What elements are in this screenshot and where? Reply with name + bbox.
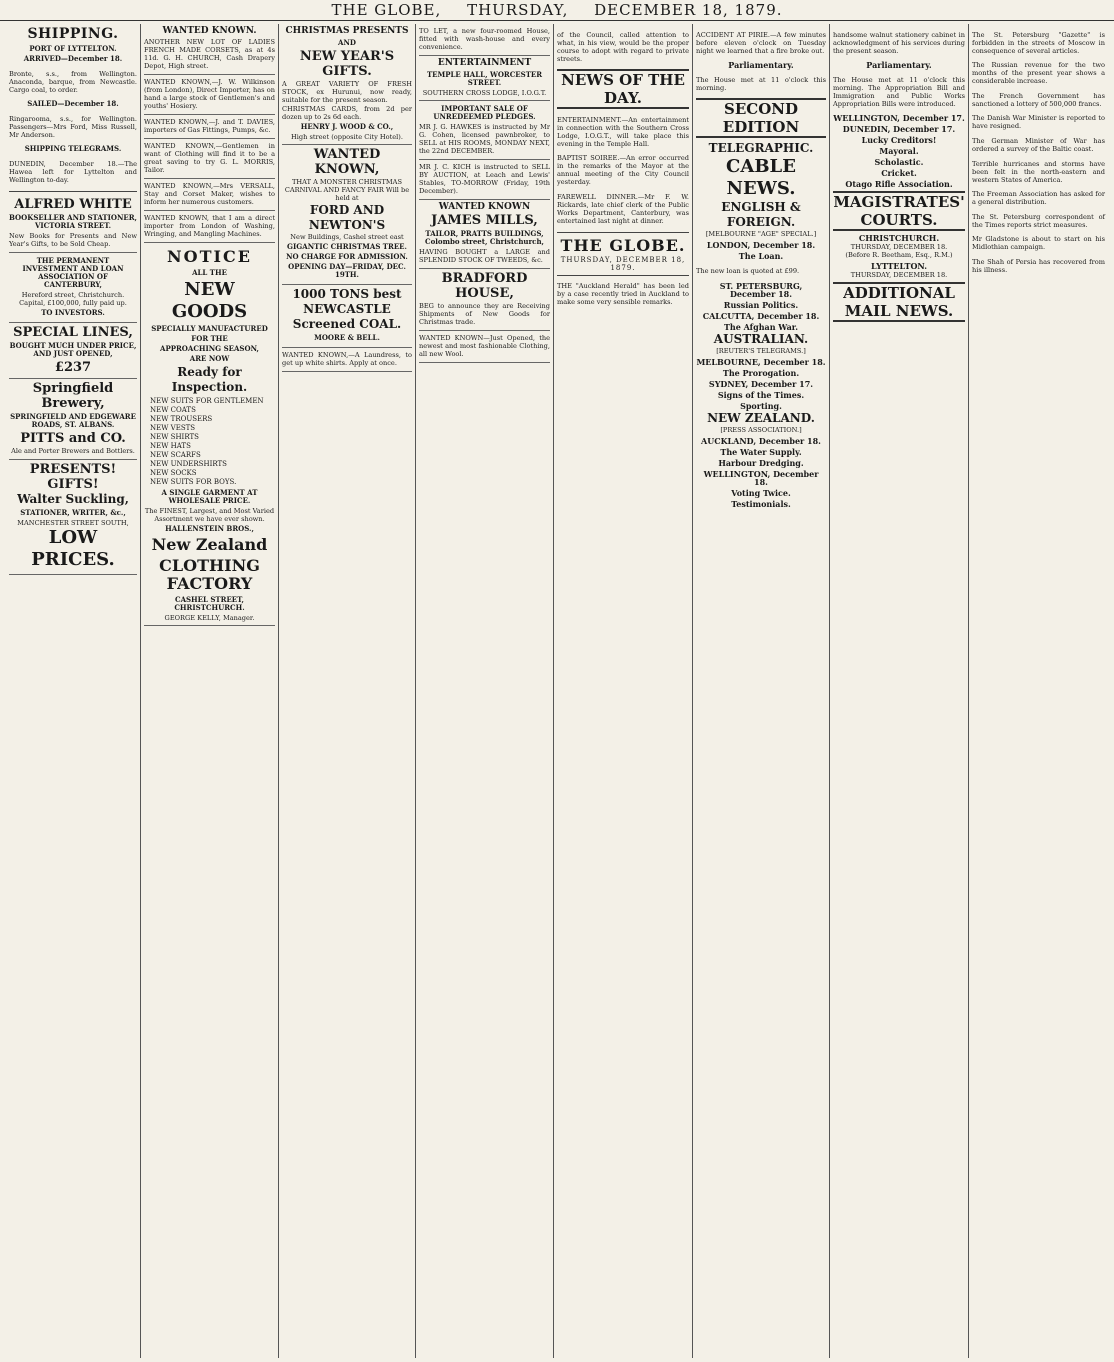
chch-heading: CHRISTCHURCH. <box>858 233 940 244</box>
clothing-ad <box>419 331 550 363</box>
lucky-heading: Lucky Creditors! <box>861 135 937 146</box>
nz-heading: NEW ZEALAND. <box>707 410 815 425</box>
bradford-text: BEG to announce they are Receiving Shipments of New Goods for Christmas trade. <box>419 302 550 326</box>
goods-list <box>144 397 275 487</box>
carnival-ford: FORD AND NEWTON'S <box>308 203 386 232</box>
alfred-white-ad <box>9 195 137 253</box>
bradford-title: BRADFORD HOUSE, <box>441 271 528 301</box>
column-7 <box>830 24 969 1358</box>
presents-title: PRESENTS! GIFTS! <box>29 461 117 492</box>
permanent-sub: Hereford street, Christchurch. <box>21 290 125 299</box>
to-let-text: TO LET, a new four-roomed House, fitted with wash-house and every convenience. <box>419 27 550 51</box>
xmas-and: AND <box>338 38 356 47</box>
loan-text: The new loan is quoted at £99. <box>696 266 800 275</box>
water-heading: The Water Supply. <box>720 446 802 457</box>
news-para-3: FAREWELL DINNER.—Mr F. W. Rickards, late chief clerk of the Public Works Department, Canterbury, was entertained last night at dinner. <box>557 192 689 225</box>
laundress-text: WANTED KNOWN,—A Laundress, to get up white shirts. Apply at once. <box>282 351 412 367</box>
column-6 <box>693 24 830 1358</box>
wanted-text-3: WANTED KNOWN,—J. and T. DAVIES, importers of Gas Fittings, Pumps, &c. <box>144 118 275 134</box>
testimonials-heading: Testimonials. <box>731 498 791 509</box>
wanted-text-6: WANTED KNOWN, that I am a direct importer from London of Washing, Wringing, and Mangling Machines. <box>144 214 275 238</box>
nz-title: New Zealand <box>151 535 268 554</box>
pitts-title: PITTS and CO. <box>20 430 126 446</box>
magistrates-heading: MAGISTRATES' COURTS. <box>833 193 965 230</box>
arrived-text: Bronte, s.s., from Wellington. Anaconda, barque, from Newcastle. Cargo coal, to order. <box>9 69 137 94</box>
prorogation-heading: The Prorogation. <box>722 367 800 378</box>
mayoral-heading: Mayoral. <box>879 146 919 157</box>
carnival-opening: OPENING DAY—FRIDAY, DEC. 19TH. <box>288 262 406 279</box>
xmas-title: CHRISTMAS PRESENTS <box>285 26 409 36</box>
goods-item: NEW HATS <box>150 442 191 450</box>
wanted-ad-6 <box>144 211 275 243</box>
mills-tailor: TAILOR, PRATTS BUILDINGS, Colombo street, Christchurch, <box>425 229 544 246</box>
permanent-ad <box>9 253 137 323</box>
foreign-para-4: The Danish War Minister is reported to have resigned. <box>972 114 1105 131</box>
foreign-para-2: The Russian revenue for the two months of the present year shows a considerable increase. <box>972 61 1105 86</box>
for-the-line: FOR THE <box>191 334 228 343</box>
springfield-sub: SPRINGFIELD AND EDGEWARE ROADS, ST. ALBANS. <box>10 411 136 429</box>
foreign-para-8: The St. Petersburg correspondent of the Times reports strict measures. <box>972 212 1105 229</box>
parl-heading-2: Parliamentary. <box>866 60 932 71</box>
column-3 <box>279 24 416 1358</box>
wood-name: HENRY J. WOOD & CO., <box>300 122 394 131</box>
factory-title: CLOTHING FACTORY <box>159 556 260 593</box>
parl-text-2: The House met at 11 o'clock this morning. The Appropriation Bill and Immigration and Public Works Appropriation Bills were introduced. <box>833 75 965 108</box>
wood-addr: High street (opposite City Hotel). <box>291 133 403 141</box>
signs-heading: Signs of the Times. <box>717 389 805 400</box>
sydney-dateline: SYDNEY, December 17. <box>708 378 814 389</box>
shipping-heading: SHIPPING. <box>27 26 119 42</box>
lodge-name: SOUTHERN CROSS LODGE, I.O.G.T. <box>422 89 547 97</box>
press-tag: [PRESS ASSOCIATION.] <box>720 425 802 434</box>
sporting-heading: Sporting. <box>740 400 782 411</box>
manager-line: GEORGE KELLY, Manager. <box>164 614 255 622</box>
special-lines-sub: BOUGHT MUCH UNDER PRICE, AND JUST OPENED, <box>9 340 137 358</box>
alfred-white-text: New Books for Presents and New Year's Gifts, to be Sold Cheap. <box>9 231 137 248</box>
coal-title: 1000 TONS best NEWCASTLE Screened COAL. <box>292 287 402 331</box>
auction-text: MR J. C. KICH is instructed to SELL BY AUCTION, at Leach and Lewis' Stables, TO-MORROW (Friday, 19th December). <box>419 163 550 195</box>
investors-heading: TO INVESTORS. <box>41 307 105 317</box>
cashel-line: CASHEL STREET, CHRISTCHURCH. <box>174 595 245 612</box>
leader-para: THE "Auckland Herald" has been led by a case recently tried in Auckland to make some very sensible remarks. <box>557 282 689 307</box>
mills-having: HAVING BOUGHT a LARGE and SPLENDID STOCK OF TWEEDS, &c. <box>419 248 550 264</box>
carnival-nocharge: NO CHARGE FOR ADMISSION. <box>286 252 408 261</box>
foreign-para-3: The French Government has sanctioned a lottery of 500,000 francs. <box>972 91 1105 108</box>
scholastic-heading: Scholastic. <box>874 157 924 168</box>
entertainment-title: ENTERTAINMENT <box>437 58 532 68</box>
xmas-great: A GREAT VARIETY OF FRESH STOCK, ex Hurunui, now ready, suitable for the present season. <box>282 80 412 104</box>
otago-heading: Otago Rifle Association. <box>845 179 953 190</box>
pledges-ad <box>419 101 550 160</box>
wanted-text-5: WANTED KNOWN,—Mrs VERSALL, Stay and Corset Maker, wishes to inform her numerous customers. <box>144 182 275 206</box>
mills-name: JAMES MILLS, <box>431 213 538 228</box>
bradford-ad <box>419 269 550 331</box>
special-lines-title: SPECIAL LINES, <box>13 324 133 340</box>
accident-para: ACCIDENT AT PIRIE.—A few minutes before eleven o'clock on Tuesday night we learned that a fire broke out. <box>696 30 826 55</box>
london-dateline: LONDON, December 18. <box>706 240 816 251</box>
lyttelton-heading: LYTTELTON. <box>870 261 928 272</box>
melbourne-dateline: MELBOURNE, December 18. <box>696 356 826 367</box>
corsets-text: ANOTHER NEW LOT OF LADIES FRENCH MADE CORSETS, as at 4s 11d. G. H. CHURCH, Cash Drapery Depot, High street. <box>144 38 275 70</box>
wholesale-line: A SINGLE GARMENT AT WHOLESALE PRICE. <box>161 488 258 505</box>
divider <box>9 191 137 192</box>
afghan-heading: The Afghan War. <box>723 321 799 332</box>
pitts-text: Ale and Porter Brewers and Bottlers. <box>11 446 135 455</box>
stpeter-dateline: ST. PETERSBURG, December 18. <box>719 280 803 299</box>
ready-title: Ready for Inspection. <box>171 365 248 394</box>
globe-title: THE GLOBE. <box>560 235 686 255</box>
walter-sub: STATIONER, WRITER, &c., <box>20 507 126 517</box>
news-of-the-day: NEWS OF THE DAY. <box>557 69 689 109</box>
calcutta-dateline: CALCUTTA, December 18. <box>702 310 820 321</box>
pledges-text: MR J. G. HAWKES is instructed by Mr G. Cohen, licensed pawnbroker, to SELL at HIS ROOMS, MONDAY NEXT, the 22nd DECEMBER. <box>419 123 550 155</box>
pledges-title: IMPORTANT SALE OF UNREDEEMED PLEDGES. <box>433 104 536 121</box>
special-lines-price: £237 <box>54 359 92 375</box>
column-1 <box>6 24 141 1358</box>
coal-ad <box>282 285 412 348</box>
voting-heading: Voting Twice. <box>731 487 791 498</box>
low-prices: LOW PRICES. <box>31 526 115 570</box>
wanted-ad-2 <box>144 75 275 115</box>
goods-item: NEW UNDERSHIRTS <box>150 460 227 468</box>
before-line: (Before R. Beetham, Esq., R.M.) <box>845 251 953 260</box>
walter-addr: MANCHESTER STREET SOUTH, <box>17 518 129 527</box>
dunedin-dateline: DUNEDIN, December 17. <box>842 124 956 135</box>
wanted-ad-5 <box>144 179 275 211</box>
wellington-dateline-2: WELLINGTON, December 17. <box>833 113 965 124</box>
column-4 <box>416 24 554 1358</box>
foreign-para-1: The St. Petersburg "Gazette" is forbidden in the streets of Moscow in consequence of several articles. <box>972 30 1105 55</box>
wanted-text-4: WANTED KNOWN,—Gentlemen in want of Clothing will find it to be a great saving to try G. L. MORRIS, Tailor. <box>144 142 275 174</box>
reuters-tag: [REUTER'S TELEGRAMS.] <box>716 346 806 355</box>
goods-item: NEW SUITS FOR BOYS. <box>150 478 237 486</box>
russian-heading: Russian Politics. <box>723 299 799 310</box>
melbourne-age: [MELBOURNE "AGE" SPECIAL.] <box>705 230 817 239</box>
lyttelton-date: THURSDAY, DECEMBER 18. <box>850 271 948 280</box>
foreign-para-6: Terrible hurricanes and storms have been felt in the north-eastern and western States of America. <box>972 159 1105 184</box>
telegraphic-heading: TELEGRAPHIC. <box>708 141 814 156</box>
newyear-title: NEW YEAR'S GIFTS. <box>299 49 395 79</box>
parliamentary-heading: Parliamentary. <box>728 60 794 71</box>
columns <box>6 24 1108 1358</box>
notice-title: NOTICE <box>167 247 252 266</box>
alfred-white-name: ALFRED WHITE <box>14 196 132 212</box>
masthead-date: DECEMBER 18, 1879. <box>594 1 783 19</box>
sailed-text: Ringarooma, s.s., for Wellington. Passengers—Mrs Ford, Miss Russell, Mr Anderson. <box>9 114 137 139</box>
council-para: of the Council, called attention to what, in his view, would be the proper course to adopt with regard to private streets. <box>557 30 689 63</box>
goods-item: NEW SOCKS <box>150 469 197 477</box>
wellington-dateline: WELLINGTON, December 18. <box>703 468 819 487</box>
carnival-ad <box>282 145 412 285</box>
cabinet-para: handsome walnut stationery cabinet in acknowledgment of his services during the present season. <box>833 30 965 55</box>
coal-seller: MOORE & BELL. <box>314 333 380 342</box>
globe-date: THURSDAY, DECEMBER 18, 1879. <box>560 255 686 272</box>
loan-heading: The Loan. <box>738 251 784 262</box>
column-8 <box>969 24 1108 1358</box>
goods-item: NEW SUITS FOR GENTLEMEN <box>150 397 264 405</box>
foreign-para-5: The German Minister of War has ordered a survey of the Baltic coast. <box>972 136 1105 153</box>
foreign-para-10: The Shah of Persia has recovered from his illness. <box>972 257 1105 274</box>
cricket-heading: Cricket. <box>881 168 917 179</box>
port-heading: PORT OF LYTTELTON. <box>29 44 117 53</box>
special-lines-ad <box>9 323 137 379</box>
springfield-ad <box>9 379 137 460</box>
wanted-ad-4 <box>144 139 275 179</box>
sailed-heading: SAILED—December 18. <box>27 99 119 109</box>
goods-item: NEW SHIRTS <box>150 433 199 441</box>
telegrams-heading: SHIPPING TELEGRAMS. <box>24 144 122 154</box>
presents-ad <box>9 460 137 575</box>
alfred-white-sub: BOOKSELLER AND STATIONER, VICTORIA STREET. <box>9 212 137 230</box>
goods-item: NEW TROUSERS <box>150 415 213 423</box>
column-2 <box>141 24 279 1358</box>
temple-hall: TEMPLE HALL, WORCESTER STREET. <box>426 70 543 87</box>
news-para-1: ENTERTAINMENT.—An entertainment in connection with the Southern Cross Lodge, I.O.G.T., will take place this evening in the Temple Hall. <box>557 115 689 148</box>
wanted-ad-3 <box>144 115 275 139</box>
wanted-text-2: WANTED KNOWN,—J. W. Wilkinson (from London), Direct Importer, has on hand a large stock of Gentlemen's and youths' Hosiery. <box>144 78 275 110</box>
second-edition: SECOND EDITION <box>696 98 826 138</box>
telegrams-text: DUNEDIN, December 18.—The Hawea left for Lyttelton and Wellington to-day. <box>9 159 137 184</box>
laundress-ad <box>282 348 412 372</box>
foreign-para-9: Mr Gladstone is about to start on his Midlothian campaign. <box>972 235 1105 252</box>
finest-line: The FINEST, Largest, and Most Varied Assortment we have ever shown. <box>144 507 275 523</box>
to-let-ad <box>419 24 550 56</box>
walter-name: Walter Suckling, <box>17 491 129 506</box>
approaching-line: APPROACHING SEASON, <box>160 344 259 353</box>
masthead-title: THE GLOBE, <box>331 1 442 19</box>
mills-wanted: WANTED KNOWN <box>438 202 531 212</box>
carnival-ford-sub: New Buildings, Cashel street east <box>290 233 404 241</box>
springfield-title: Springfield Brewery, <box>32 380 114 411</box>
harbour-heading: Harbour Dredging. <box>718 457 804 468</box>
hallenstein-ad <box>144 243 275 626</box>
permanent-title: THE PERMANENT INVESTMENT AND LOAN ASSOCIATION OF CANTERBURY, <box>22 255 124 289</box>
wanted-known-ad <box>144 24 275 75</box>
parliamentary-text: The House met at 11 o'clock this morning. <box>696 75 826 92</box>
mail-news-heading: ADDITIONAL MAIL NEWS. <box>833 282 965 322</box>
auction-ad <box>419 160 550 200</box>
specially-line: SPECIALLY MANUFACTURED <box>151 324 268 333</box>
clothing-text: WANTED KNOWN—Just Opened, the newest and most fashionable Clothing, all new Wool. <box>419 334 550 358</box>
masthead <box>0 0 1114 21</box>
are-now-line: ARE NOW <box>189 354 230 363</box>
all-the: ALL THE <box>192 268 227 277</box>
carnival-wanted: WANTED KNOWN, <box>313 147 381 177</box>
divider <box>557 232 689 233</box>
james-mills-ad <box>419 200 550 269</box>
news-para-2: BAPTIST SOIREE.—An error occurred in the remarks of the Mayor at the annual meeting of the City Council yesterday. <box>557 154 689 187</box>
hallenstein-name: HALLENSTEIN BROS., <box>165 524 254 533</box>
goods-item: NEW COATS <box>150 406 196 414</box>
goods-item: NEW SCARFS <box>150 451 201 459</box>
permanent-capital: Capital, £100,000, fully paid up. <box>19 298 127 307</box>
entertainment-ad <box>419 56 550 101</box>
divider <box>557 275 689 276</box>
australian-heading: AUSTRALIAN. <box>713 331 809 346</box>
auckland-dateline: AUCKLAND, December 18. <box>701 435 821 446</box>
masthead-day: THURSDAY, <box>467 1 569 19</box>
carnival-monster: THAT A MONSTER CHRISTMAS CARNIVAL AND FANCY FAIR Will be held at <box>284 178 410 202</box>
carnival-gigantic: GIGANTIC CHRISTMAS TREE. <box>287 242 407 251</box>
wanted-heading: WANTED KNOWN. <box>162 26 257 36</box>
chch-date: THURSDAY, DECEMBER 18. <box>850 243 948 252</box>
column-5 <box>554 24 693 1358</box>
goods-item: NEW VESTS <box>150 424 196 432</box>
cable-news: CABLE NEWS. <box>726 156 796 200</box>
foreign-para-7: The Freeman Association has asked for a general distribution. <box>972 190 1105 207</box>
xmas-cards: CHRISTMAS CARDS, from 2d per dozen up to 2s 6d each. <box>282 105 412 121</box>
xmas-presents-ad <box>282 24 412 145</box>
english-foreign: ENGLISH & FOREIGN. <box>721 200 801 230</box>
arrived-heading: ARRIVED—December 18. <box>23 54 123 63</box>
new-goods-title: NEW GOODS <box>171 279 248 322</box>
